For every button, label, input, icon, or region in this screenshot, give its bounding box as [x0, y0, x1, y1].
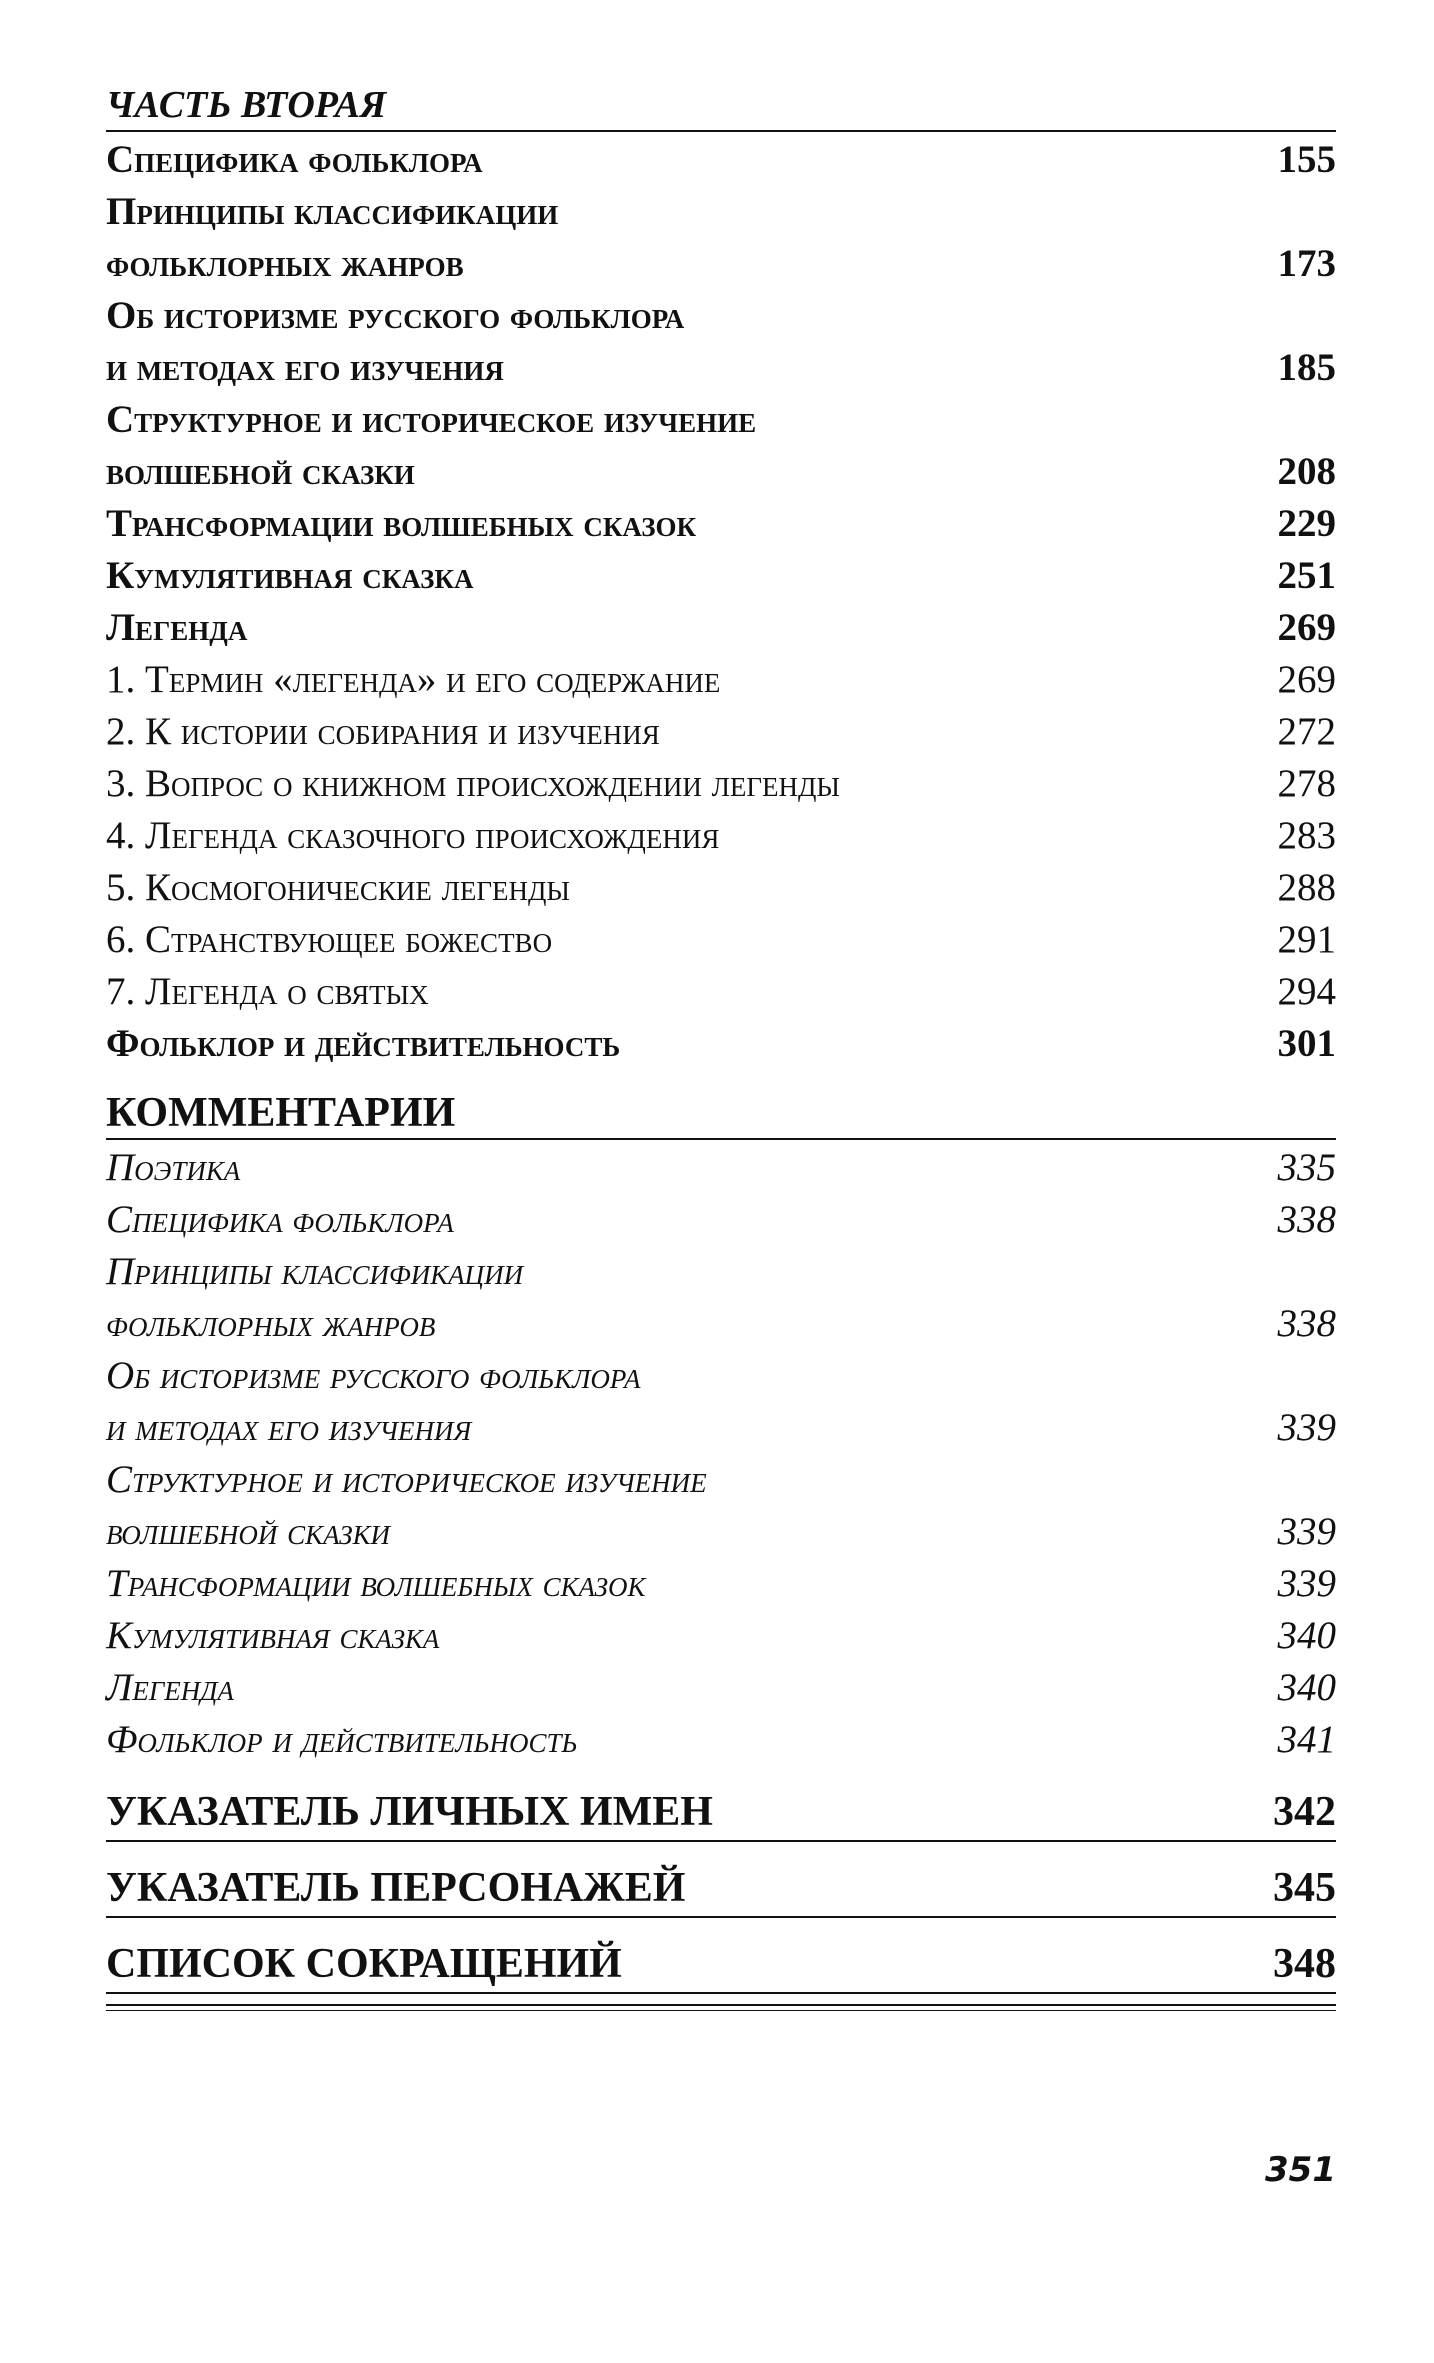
commentary-entry[interactable]	[106, 1246, 1336, 1298]
toc-subentry[interactable]	[106, 706, 1336, 758]
toc-subentry-page: 272	[1277, 710, 1336, 753]
toc-entry[interactable]	[106, 602, 1336, 654]
commentary-entry-title: и методах его изучения	[106, 1406, 472, 1449]
commentary-entry-title: Об историзме русского фольклора	[106, 1354, 641, 1397]
toc-subentry[interactable]	[106, 966, 1336, 1018]
commentary-entry-page: 339	[1277, 1562, 1336, 1605]
toc-entry[interactable]	[106, 446, 1336, 498]
toc-subentry-title: 6. Странствующее божество	[106, 918, 553, 961]
toc-entry-title: Принципы классификации	[106, 190, 559, 233]
commentary-entry-page: 338	[1277, 1302, 1336, 1345]
commentary-entry-title: Поэтика	[106, 1146, 241, 1189]
toc-subentry[interactable]	[106, 810, 1336, 862]
commentary-entry-title: Трансформации волшебных сказок	[106, 1562, 646, 1605]
index-entry-title: УКАЗАТЕЛЬ ПЕРСОНАЖЕЙ	[106, 1865, 686, 1911]
toc-entry-title: Кумулятивная сказка	[106, 554, 474, 597]
index-entry-page: 345	[1273, 1865, 1336, 1911]
toc-subentry[interactable]	[106, 654, 1336, 706]
index-entries	[106, 1784, 1336, 2011]
commentary-entry-page: 340	[1277, 1614, 1336, 1657]
toc-entry-title: и методах его изучения	[106, 346, 504, 389]
toc-subentry-page: 278	[1277, 762, 1336, 805]
commentary-entry-page: 339	[1277, 1406, 1336, 1449]
index-entry-abbreviations[interactable]	[106, 1936, 1336, 1994]
toc-subentry-title: 4. Легенда сказочного происхождения	[106, 814, 720, 857]
toc-entry[interactable]	[106, 1018, 1336, 1070]
commentary-entry-title: Принципы классификации	[106, 1250, 524, 1293]
commentary-entries	[106, 1142, 1336, 1766]
commentary-entry-page: 340	[1277, 1666, 1336, 1709]
toc-entry[interactable]	[106, 550, 1336, 602]
toc-entry-title: волшебной сказки	[106, 450, 415, 493]
toc-entry[interactable]	[106, 394, 1336, 446]
part-two-heading: ЧАСТЬ ВТОРАЯ	[106, 80, 1336, 132]
toc-subentry-title: 1. Термин «легенда» и его содержание	[106, 658, 721, 701]
toc-subentry[interactable]	[106, 914, 1336, 966]
commentary-entry-page: 341	[1277, 1718, 1336, 1761]
part-two-entries	[106, 134, 1336, 1070]
index-entry-page: 348	[1273, 1941, 1336, 1987]
toc-subentry-title: 3. Вопрос о книжном происхождении легенды	[106, 762, 840, 805]
toc-subentry[interactable]	[106, 862, 1336, 914]
commentary-entry[interactable]	[106, 1506, 1336, 1558]
commentary-entry-page: 339	[1277, 1510, 1336, 1553]
closing-double-rule	[106, 2004, 1336, 2011]
commentary-entry[interactable]	[106, 1194, 1336, 1246]
commentary-entry-page: 338	[1277, 1198, 1336, 1241]
commentary-entry[interactable]	[106, 1454, 1336, 1506]
toc-entry[interactable]	[106, 498, 1336, 550]
commentary-entry[interactable]	[106, 1610, 1336, 1662]
commentary-entry[interactable]	[106, 1142, 1336, 1194]
commentary-entry[interactable]	[106, 1350, 1336, 1402]
index-entry-title: СПИСОК СОКРАЩЕНИЙ	[106, 1941, 622, 1987]
toc-subentry-page: 269	[1277, 658, 1336, 701]
toc-entry-title: Фольклор и действительность	[106, 1022, 621, 1065]
toc-entry-title: фольклорных жанров	[106, 242, 464, 285]
toc-entry-page: 208	[1277, 450, 1336, 493]
toc-subentry-title: 7. Легенда о святых	[106, 970, 429, 1013]
page-number: 351	[1265, 2150, 1336, 2190]
index-entry-title: УКАЗАТЕЛЬ ЛИЧНЫХ ИМЕН	[106, 1789, 713, 1835]
toc-subentry-page: 294	[1277, 970, 1336, 1013]
toc-subentry-page: 283	[1277, 814, 1336, 857]
commentary-heading: КОММЕНТАРИИ	[106, 1088, 1336, 1140]
toc-entry-page: 269	[1277, 606, 1336, 649]
toc-entry-title: Структурное и историческое изучение	[106, 398, 757, 441]
commentary-entry-title: Фольклор и действительность	[106, 1718, 578, 1761]
commentary-entry-page: 335	[1277, 1146, 1336, 1189]
toc-entry[interactable]	[106, 290, 1336, 342]
commentary-entry-title: Легенда	[106, 1666, 234, 1709]
toc-entry-title: Легенда	[106, 606, 248, 649]
table-of-contents	[106, 80, 1336, 2011]
commentary-entry[interactable]	[106, 1714, 1336, 1766]
commentary-entry-title: волшебной сказки	[106, 1510, 391, 1553]
commentary-entry-title: Специфика фольклора	[106, 1198, 454, 1241]
toc-subentry-title: 5. Космогонические легенды	[106, 866, 570, 909]
toc-entry-page: 155	[1277, 138, 1336, 181]
toc-entry[interactable]	[106, 342, 1336, 394]
index-entry-personal-names[interactable]	[106, 1784, 1336, 1842]
commentary-entry[interactable]	[106, 1298, 1336, 1350]
commentary-entry[interactable]	[106, 1402, 1336, 1454]
toc-subentry[interactable]	[106, 758, 1336, 810]
toc-subentry-page: 288	[1277, 866, 1336, 909]
toc-entry[interactable]	[106, 186, 1336, 238]
commentary-entry-title: фольклорных жанров	[106, 1302, 436, 1345]
toc-entry[interactable]	[106, 238, 1336, 290]
toc-entry-title: Об историзме русского фольклора	[106, 294, 685, 337]
toc-entry-page: 185	[1277, 346, 1336, 389]
toc-entry[interactable]	[106, 134, 1336, 186]
toc-entry-page: 301	[1277, 1022, 1336, 1065]
toc-entry-title: Специфика фольклора	[106, 138, 483, 181]
index-entry-page: 342	[1273, 1789, 1336, 1835]
commentary-entry[interactable]	[106, 1662, 1336, 1714]
index-entry-characters[interactable]	[106, 1860, 1336, 1918]
toc-subentry-title: 2. К истории собирания и изучения	[106, 710, 660, 753]
toc-entry-page: 251	[1277, 554, 1336, 597]
toc-entry-page: 173	[1277, 242, 1336, 285]
commentary-entry-title: Кумулятивная сказка	[106, 1614, 440, 1657]
toc-entry-title: Трансформации волшебных сказок	[106, 502, 697, 545]
toc-subentry-page: 291	[1277, 918, 1336, 961]
commentary-entry-title: Структурное и историческое изучение	[106, 1458, 707, 1501]
commentary-entry[interactable]	[106, 1558, 1336, 1610]
toc-entry-page: 229	[1277, 502, 1336, 545]
